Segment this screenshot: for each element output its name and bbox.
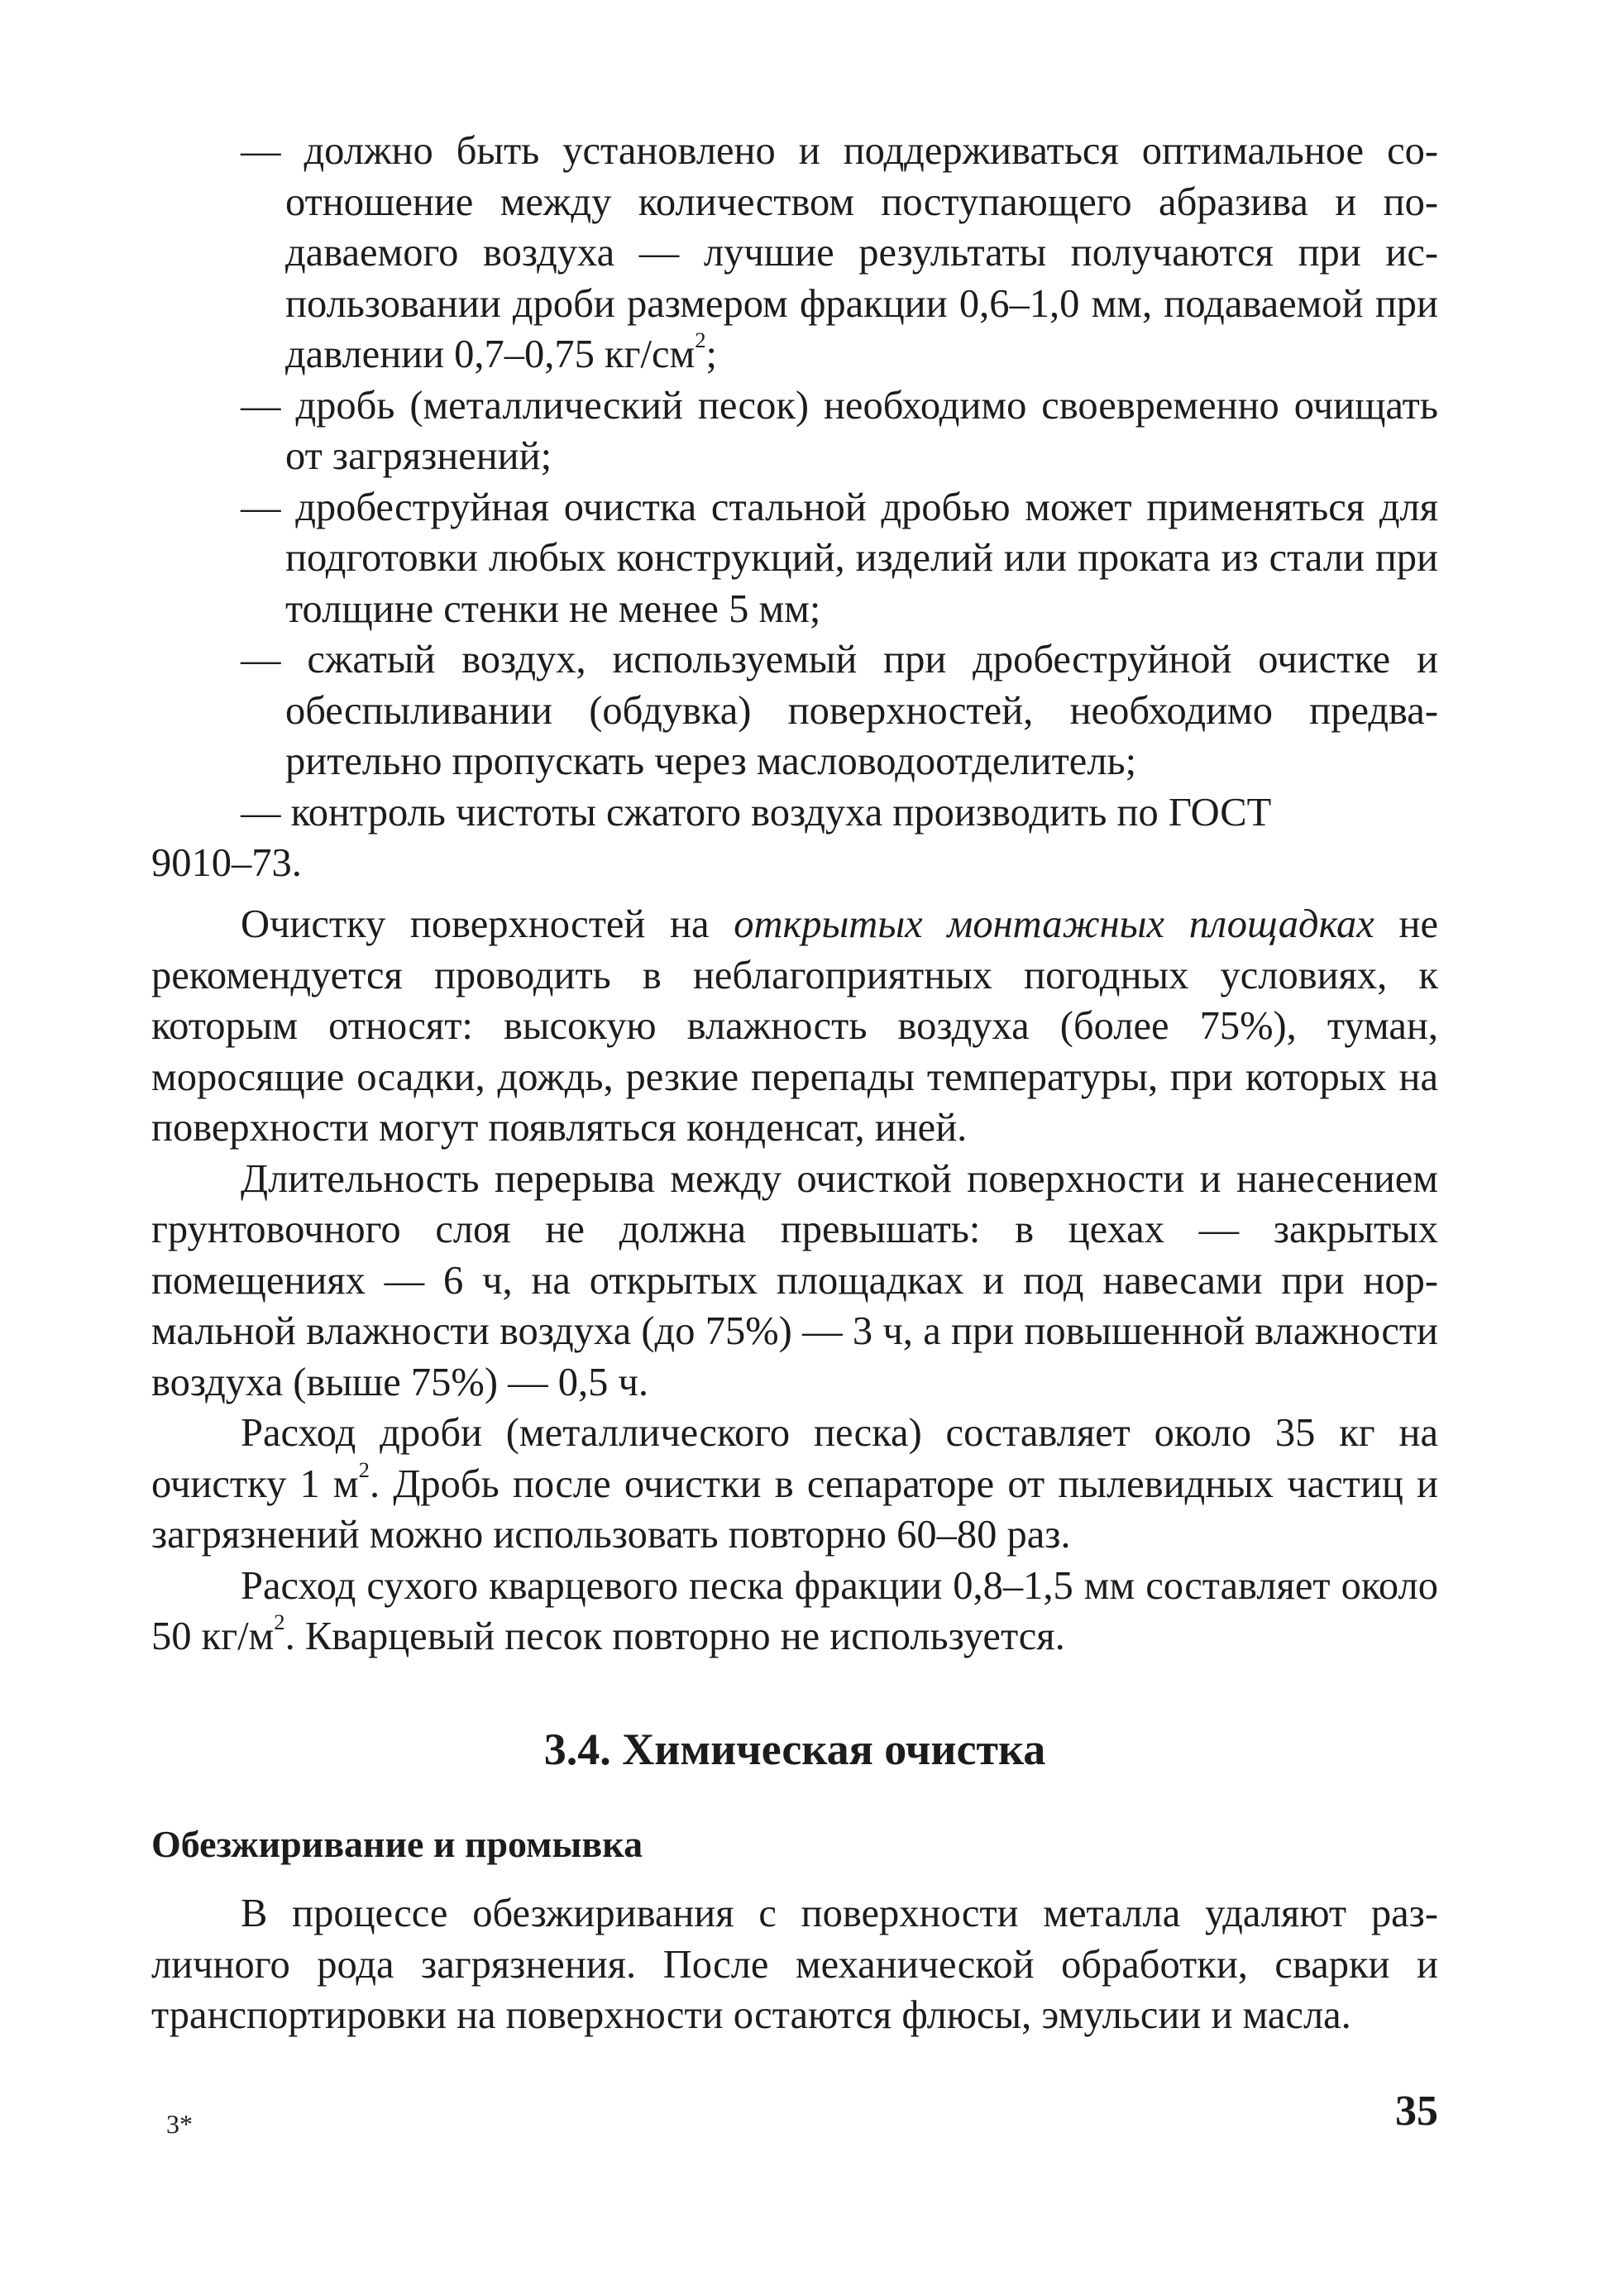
paragraph-open-sites: Очистку поверхностей на открытых монтажных площадках не рекомендуется проводить в неблагоприятных погодных условиях, к которым относят: высокую влажность воздуха (более 75%), туман, моросящие осадки, дождь, резкие перепады температуры, при которых на поверхности могут появляться конденсат, иней. <box>151 902 1439 1150</box>
emphasis: открытых монтажных площадках <box>734 902 1374 946</box>
paragraph-degreasing: В процессе обезжиривания с поверхности металла удаляют различного рода загрязнения. После механической обработки, сварки и транспортировки на поверхности остаются флюсы, эмульсии и масла. <box>151 1892 1438 2037</box>
paragraph-shot-consumption: Расход дроби (металлического песка) составляет около 35 кг на очистку 1 $м^2$. Дробь после очистки в сепараторе от пылевидных частиц и загрязнений можно использовать повторно 60–80 раз. <box>151 1411 1438 1557</box>
section-heading: 3.4. Химическая очистка <box>543 1724 1046 1774</box>
dash: — <box>241 129 281 173</box>
body-text <box>151 899 1438 1662</box>
dash: — <box>241 638 281 682</box>
dash: — <box>241 485 281 529</box>
list-item-text: должно быть установлено и поддерживаться оптимальное соотношение между количеством поступающего абразива и подаваемого воздуха — лучшие результаты получаются при использовании дроби размером фракции 0,6–1,0 мм, подаваемой при давлении 0,7–0,75 кг/см <box>285 129 1439 376</box>
subheading: Обезжиривание и промывка <box>151 1823 643 1865</box>
dash: — <box>241 383 281 428</box>
list-item-text-end: ; <box>705 332 718 376</box>
list-item-continuation: 9010–73. <box>151 841 302 885</box>
page-number: 35 <box>1395 2088 1438 2135</box>
signature-mark: 3* <box>166 2109 193 2139</box>
list-item-text: контроль чистоты сжатого воздуха производить по ГОСТ <box>290 790 1272 835</box>
body-text-degreasing <box>151 1888 1438 2041</box>
superscript: 2 <box>695 328 706 352</box>
paragraph-interval: Длительность перерыва между очисткой поверхности и нанесением грунтовочного слоя не должна превышать: в цехах — закрытых помещениях — 6 ч, на открытых площадках и под навесами при нормальной влажности воздуха (до 75%) — 3 ч, а при повышенной влажности воздуха (выше 75%) — 0,5 ч. <box>151 1156 1438 1404</box>
list-item <box>151 787 1438 889</box>
list-item <box>151 380 1438 482</box>
bullet-list <box>151 126 1438 889</box>
superscript: 2 <box>358 1457 370 1482</box>
list-item-text: дробеструйная очистка стальной дробью может применяться для подготовки любых конструкций, изделий или проката из стали при толщине стенки не менее 5 мм; <box>285 485 1439 631</box>
paragraph-sand-consumption: Расход сухого кварцевого песка фракции 0,8–1,5 мм составляет около 50 $кг/м^2$. Кварцевый песок повторно не используется. <box>151 1563 1438 1658</box>
superscript: 2 <box>274 1610 285 1634</box>
list-item-text: сжатый воздух, используемый при дробеструйной очистке и обеспыливании (обдувка) поверхностей, необходимо предварительно пропускать через масловодоотделитель; <box>285 638 1439 783</box>
list-item <box>151 482 1438 635</box>
list-item <box>151 126 1438 380</box>
dash: — <box>241 790 281 835</box>
list-item-text: дробь (металлический песок) необходимо своевременно очищать от загрязнений; <box>285 383 1439 478</box>
list-item <box>151 634 1438 787</box>
